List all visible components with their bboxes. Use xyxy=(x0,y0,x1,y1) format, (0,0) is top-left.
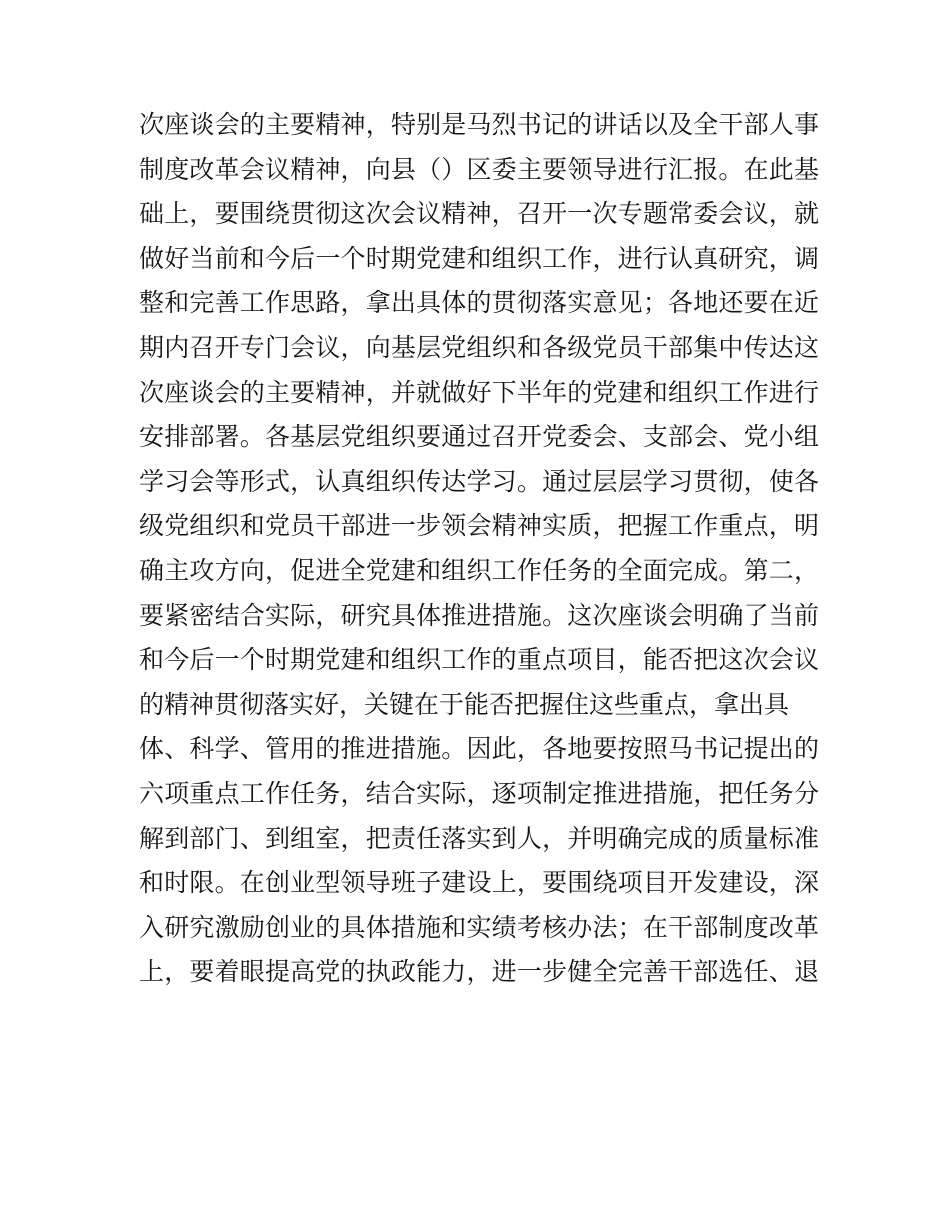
text-line: 制度改革会议精神，向县（）区委主要领导进行汇报。在此基 xyxy=(139,154,819,184)
text-line: 安排部署。各基层党组织要通过召开党委会、支部会、党小组 xyxy=(139,422,819,452)
text-line: 和今后一个时期党建和组织工作的重点项目，能否把这次会议 xyxy=(139,645,819,675)
text-line: 做好当前和今后一个时期党建和组织工作，进行认真研究，调 xyxy=(139,243,819,273)
text-line: 体、科学、管用的推进措施。因此，各地要按照马书记提出的 xyxy=(139,734,819,764)
text-line: 期内召开专门会议，向基层党组织和各级党员干部集中传达这 xyxy=(139,332,819,362)
text-line: 上，要着眼提高党的执政能力，进一步健全完善干部选任、退 xyxy=(139,957,819,987)
text-line: 要紧密结合实际，研究具体推进措施。这次座谈会明确了当前 xyxy=(139,600,819,630)
text-line: 和时限。在创业型领导班子建设上，要围绕项目开发建设，深 xyxy=(139,868,819,898)
text-line: 整和完善工作思路，拿出具体的贯彻落实意见；各地还要在近 xyxy=(139,288,819,318)
text-line: 础上，要围绕贯彻这次会议精神，召开一次专题常委会议，就 xyxy=(139,199,819,229)
text-line: 次座谈会的主要精神，特别是马烈书记的讲话以及全干部人事 xyxy=(139,110,819,139)
text-line: 的精神贯彻落实好，关键在于能否把握住这些重点，拿出具 xyxy=(139,689,790,719)
text-line: 学习会等形式，认真组织传达学习。通过层层学习贯彻，使各 xyxy=(139,466,819,496)
body-text xyxy=(139,103,819,995)
text-line: 解到部门、到组室，把责任落实到人，并明确完成的质量标准 xyxy=(139,823,819,853)
text-line: 级党组织和党员干部进一步领会精神实质，把握工作重点，明 xyxy=(139,511,819,541)
text-line: 次座谈会的主要精神，并就做好下半年的党建和组织工作进行 xyxy=(139,377,819,407)
text-line: 确主攻方向，促进全党建和组织工作任务的全面完成。第二， xyxy=(139,555,819,585)
text-line: 入研究激励创业的具体措施和实绩考核办法；在干部制度改革 xyxy=(139,912,819,942)
text-line: 六项重点工作任务，结合实际，逐项制定推进措施，把任务分 xyxy=(139,778,819,808)
